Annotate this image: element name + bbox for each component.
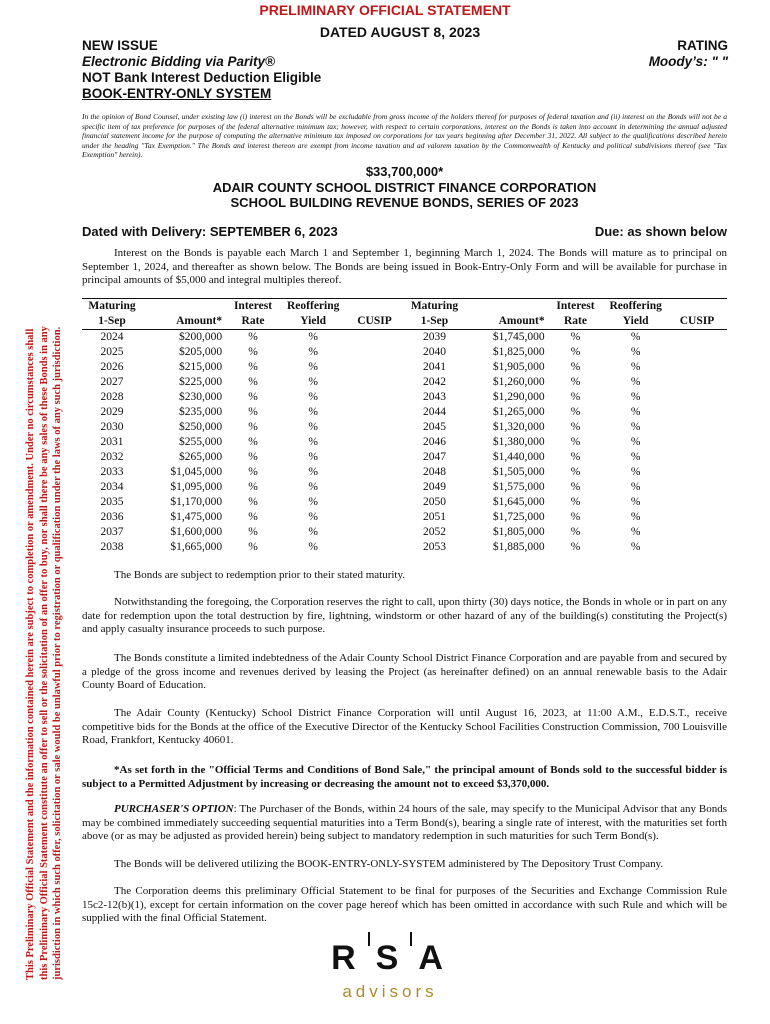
cell-yield: % — [630, 436, 641, 448]
cell-amount: $1,505,000 — [492, 466, 545, 478]
cell-rate: % — [570, 391, 581, 403]
cell-year: 2031 — [100, 436, 124, 448]
table-row — [82, 465, 727, 480]
preliminary-heading: PRELIMINARY OFFICIAL STATEMENT — [259, 2, 511, 18]
notwithstanding-paragraph: Notwithstanding the foregoing, the Corporation reserves the right to call, upon thirty (30) days notice, the Bonds in whole or in part on any date for redemption upon the total destruction by fire, lightning, windstorm or other hazard of any of the building(s) constituting the Project(s) and apply casualty insurance proceeds to such purpose. — [82, 596, 727, 635]
cell-yield: % — [630, 481, 641, 493]
statement-date: DATED AUGUST 8, 2023 — [319, 24, 481, 40]
cell-year: 2041 — [422, 361, 446, 373]
cell-rate: % — [248, 526, 258, 538]
cell-amount: $230,000 — [179, 391, 223, 403]
tax-opinion: In the opinion of Bond Counsel, under existing law (i) interest on the Bonds will be excludable from gross income of the holders thereof for purposes of federal taxation and (ii) interest on the Bonds will not be a specific item of tax preference for purposes of the federal alternative minimum tax; however, with respect to certain corporations, interest on the Bonds is taken into account in determining the annual adjusted financial statement income for the purpose of computing the alternative minimum tax imposed on corporations for tax years beginning after December 31, 2022. All subject to the qualifications described herein under the heading "Tax Exemption." The Bonds and interest thereon are exempt from income taxation and ad valorem taxation by the Commonwealth of Kentucky and political subdivisions thereof (see "Tax Exemption" herein). — [82, 112, 727, 159]
table-row — [82, 345, 727, 360]
cell-cusip — [667, 510, 727, 525]
col-head: Rate — [224, 314, 282, 330]
cell-yield: % — [308, 511, 318, 523]
col-head: Reoffering — [282, 299, 345, 315]
permitted-adjustment-paragraph: *As set forth in the "Official Terms and Conditions of Bond Sale," the principal amount of Bonds sold to the successful bidder is subject to a Permitted Adjustment by increasing or decreasing the amount not to exceed $3,370,000. — [82, 764, 727, 790]
cell-cusip — [667, 405, 727, 420]
rsa-advisors-logo — [300, 936, 480, 1002]
cell-year: 2030 — [100, 421, 124, 433]
table-row — [82, 480, 727, 495]
col-head: 1-Sep — [404, 314, 464, 330]
cell-rate: % — [570, 496, 581, 508]
cell-amount: $1,380,000 — [492, 436, 545, 448]
cell-yield: % — [630, 526, 641, 538]
cell-year: 2047 — [422, 451, 446, 463]
cell-yield: % — [308, 376, 318, 388]
col-head: Maturing — [404, 299, 464, 315]
cell-cusip — [345, 390, 405, 405]
cell-amount: $225,000 — [179, 376, 223, 388]
cell-amount: $1,885,000 — [492, 541, 545, 553]
rating-label: RATING — [677, 38, 728, 53]
cell-year: 2027 — [100, 376, 124, 388]
maturity-rows — [82, 330, 727, 556]
cell-year: 2028 — [100, 391, 124, 403]
bids-paragraph: The Adair County (Kentucky) School District Finance Corporation will until August 16, 2023, at 11:00 A.M., E.D.S.T., receive competitive bids for the Bonds at the office of the Executive Director of the Kentucky School Facilities Construction Commission, 700 Louisville Road, Frankfort, Kentucky 40601. — [82, 707, 727, 746]
col-head: Rate — [547, 314, 605, 330]
cell-year: 2052 — [422, 526, 446, 538]
table-row — [82, 330, 727, 346]
col-head: Amount* — [142, 314, 224, 330]
cell-yield: % — [308, 451, 318, 463]
col-head — [345, 299, 405, 315]
cell-amount: $1,320,000 — [492, 421, 545, 433]
cell-yield: % — [630, 331, 641, 343]
cell-rate: % — [248, 481, 258, 493]
table-header-row — [82, 299, 727, 315]
cell-amount: $250,000 — [179, 421, 223, 433]
cell-cusip — [667, 330, 727, 346]
cell-rate: % — [570, 346, 581, 358]
cell-rate: % — [248, 466, 258, 478]
cell-rate: % — [248, 331, 258, 343]
cell-rate: % — [248, 451, 258, 463]
purchasers-option-label: PURCHASER'S OPTION — [114, 803, 234, 815]
cell-year: 2035 — [100, 496, 124, 508]
cell-rate: % — [248, 391, 258, 403]
col-head — [667, 299, 727, 315]
cell-cusip — [345, 465, 405, 480]
cell-yield: % — [630, 406, 641, 418]
cell-year: 2040 — [422, 346, 446, 358]
book-entry-label: BOOK-ENTRY-ONLY SYSTEM — [82, 86, 272, 101]
purchasers-option-text: : The Purchaser of the Bonds, within 24 hours of the sale, may specify to the Municipal Advisor that any Bonds may be combined immediately succeeding sequential maturities into a Term Bond(s), bearing a single rate of interest, with the maturities set forth above (or as may be adjusted as provided herein) being subject to mandatory redemption in such maturities for such Term Bond(s). — [82, 803, 727, 842]
col-head: Yield — [282, 314, 345, 330]
table-row — [82, 420, 727, 435]
table-row — [82, 495, 727, 510]
cell-yield: % — [308, 436, 318, 448]
table-row — [82, 360, 727, 375]
cell-year: 2032 — [100, 451, 124, 463]
cell-cusip — [667, 450, 727, 465]
cell-cusip — [345, 480, 405, 495]
cell-amount: $1,265,000 — [492, 406, 545, 418]
cell-rate: % — [248, 421, 258, 433]
cell-year: 2036 — [100, 511, 124, 523]
cell-year: 2024 — [100, 331, 124, 343]
cell-cusip — [667, 540, 727, 555]
cell-amount: $235,000 — [179, 406, 223, 418]
cell-amount: $1,095,000 — [170, 481, 223, 493]
legal-disclaimer-vertical — [24, 120, 65, 980]
col-head: Interest — [547, 299, 605, 315]
cell-amount: $1,805,000 — [492, 526, 545, 538]
cell-year: 2029 — [100, 406, 124, 418]
cell-amount: $205,000 — [179, 346, 223, 358]
cell-yield: % — [308, 331, 318, 343]
logo-letter-a: A — [418, 939, 449, 977]
table-row — [82, 405, 727, 420]
sec-rule-paragraph: The Corporation deems this preliminary Official Statement to be final for purposes of the Securities and Exchange Commission Rule 15c2-12(b)(1), except for certain information on the cover page hereof which has been omitted in accordance with such Rule and which will be supplied with the final Official Statement. — [82, 885, 727, 924]
cell-yield: % — [308, 496, 318, 508]
cell-cusip — [667, 345, 727, 360]
cell-amount: $1,825,000 — [492, 346, 545, 358]
delivery-paragraph: The Bonds will be delivered utilizing the BOOK-ENTRY-ONLY-SYSTEM administered by The Depository Trust Company. — [114, 858, 664, 870]
disclaimer-line: jurisdiction in which such offer, solicitation or sale would be unlawful prior to registration or qualification under the laws of any such jurisdiction. — [52, 326, 63, 980]
table-row — [82, 390, 727, 405]
maturity-table — [82, 298, 727, 555]
disclaimer-line: this Preliminary Official Statement constitute an offer to sell or the solicitation of an offer to buy, nor shall there be any sales of these Bonds in any — [38, 326, 50, 980]
cell-cusip — [345, 540, 405, 555]
cell-yield: % — [630, 391, 641, 403]
cell-amount: $1,905,000 — [492, 361, 545, 373]
col-head — [464, 299, 546, 315]
cell-amount: $255,000 — [179, 436, 223, 448]
cell-year: 2026 — [100, 361, 124, 373]
cell-cusip — [345, 330, 405, 346]
cell-rate: % — [248, 511, 258, 523]
cell-amount: $1,645,000 — [492, 496, 545, 508]
cell-rate: % — [248, 346, 258, 358]
cell-yield: % — [308, 361, 318, 373]
cell-amount: $265,000 — [179, 451, 223, 463]
cell-rate: % — [248, 361, 258, 373]
cell-year: 2051 — [422, 511, 446, 523]
cell-rate: % — [248, 406, 258, 418]
cell-year: 2049 — [422, 481, 446, 493]
cell-year: 2042 — [422, 376, 446, 388]
cell-rate: % — [570, 511, 581, 523]
cell-year: 2038 — [100, 541, 124, 553]
cell-yield: % — [630, 421, 641, 433]
cell-amount: $1,440,000 — [492, 451, 545, 463]
logo-letter-r: R — [331, 939, 362, 977]
cell-cusip — [667, 465, 727, 480]
cell-amount: $215,000 — [179, 361, 223, 373]
cell-year: 2025 — [100, 346, 124, 358]
cell-yield: % — [308, 391, 318, 403]
table-row — [82, 375, 727, 390]
bond-series: SCHOOL BUILDING REVENUE BONDS, SERIES OF 2023 — [230, 195, 579, 210]
table-row — [82, 525, 727, 540]
cell-cusip — [667, 420, 727, 435]
cell-year: 2045 — [422, 421, 446, 433]
cell-cusip — [667, 525, 727, 540]
cell-yield: % — [308, 526, 318, 538]
table-row — [82, 450, 727, 465]
logo-letters — [300, 936, 480, 980]
cell-cusip — [667, 435, 727, 450]
limited-indebtedness-paragraph: The Bonds constitute a limited indebtedness of the Adair County School District Finance Corporation and are payable from and secured by a pledge of the gross income and revenues derived by leasing the Project (as hereinafter defined) on an annual renewable basis to the Adair County Board of Education. — [82, 652, 727, 691]
cell-year: 2044 — [422, 406, 446, 418]
cell-cusip — [667, 480, 727, 495]
issuer-name: ADAIR COUNTY SCHOOL DISTRICT FINANCE CORPORATION — [212, 179, 597, 195]
bond-title — [82, 164, 727, 211]
cell-cusip — [345, 405, 405, 420]
cell-yield: % — [630, 511, 641, 523]
table-row — [82, 435, 727, 450]
cell-cusip — [345, 510, 405, 525]
cell-amount: $1,170,000 — [170, 496, 223, 508]
cell-year: 2050 — [422, 496, 446, 508]
col-head: Reoffering — [604, 299, 667, 315]
cell-yield: % — [630, 376, 641, 388]
cell-amount: $1,475,000 — [170, 511, 223, 523]
cell-cusip — [345, 345, 405, 360]
cell-cusip — [345, 435, 405, 450]
due-note: Due: as shown below — [594, 224, 727, 239]
issue-info — [82, 38, 321, 102]
cell-cusip — [345, 495, 405, 510]
bidding-method: Electronic Bidding via Parity® — [82, 54, 275, 69]
cell-yield: % — [308, 406, 318, 418]
cell-rate: % — [570, 481, 581, 493]
cell-rate: % — [248, 376, 258, 388]
cell-amount: $1,665,000 — [170, 541, 223, 553]
col-head: Amount* — [464, 314, 546, 330]
cell-rate: % — [248, 541, 258, 553]
col-head: CUSIP — [345, 314, 405, 330]
bank-deduction-note: NOT Bank Interest Deduction Eligible — [82, 70, 322, 85]
cell-cusip — [345, 375, 405, 390]
cell-amount: $1,260,000 — [492, 376, 545, 388]
cell-rate: % — [570, 436, 581, 448]
purchasers-option-paragraph — [82, 803, 727, 844]
cell-yield: % — [630, 451, 641, 463]
col-head: Interest — [224, 299, 282, 315]
dates-row — [82, 224, 727, 239]
cell-yield: % — [308, 541, 318, 553]
cell-cusip — [667, 495, 727, 510]
cell-yield: % — [630, 541, 641, 553]
cell-year: 2039 — [422, 331, 446, 343]
interest-paragraph: Interest on the Bonds is payable each March 1 and September 1, beginning March 1, 2024. The Bonds will mature as to principal on September 1, 2024, and thereafter as shown below. The Bonds are being issued in Book-Entry-Only Form and will be available for purchase in principal amounts of $5,000 and integral multiples thereof. — [82, 247, 727, 286]
rating-value: Moody’s: " " — [648, 54, 728, 69]
col-head: 1-Sep — [82, 314, 142, 330]
cell-cusip — [667, 375, 727, 390]
rating-block — [649, 38, 728, 70]
cell-rate: % — [248, 496, 258, 508]
logo-letter-s: S — [375, 939, 405, 977]
cell-year: 2037 — [100, 526, 124, 538]
cell-yield: % — [630, 346, 641, 358]
col-head: Maturing — [82, 299, 142, 315]
cell-year: 2033 — [100, 466, 124, 478]
cell-amount: $1,290,000 — [492, 391, 545, 403]
cell-amount: $1,745,000 — [492, 331, 545, 343]
cell-amount: $1,575,000 — [492, 481, 545, 493]
cell-yield: % — [308, 421, 318, 433]
cell-rate: % — [570, 406, 581, 418]
cell-yield: % — [630, 361, 641, 373]
cell-rate: % — [570, 376, 581, 388]
cell-year: 2046 — [422, 436, 446, 448]
cell-rate: % — [570, 526, 581, 538]
cell-cusip — [345, 525, 405, 540]
cell-rate: % — [570, 466, 581, 478]
logo-subtitle: advisors — [342, 982, 438, 1001]
disclaimer-line: This Preliminary Official Statement and the information contained herein are subject to completion or amendment. Under no circumstances shall — [25, 328, 36, 980]
cell-rate: % — [248, 436, 258, 448]
new-issue-label: NEW ISSUE — [82, 38, 158, 53]
cell-amount: $1,045,000 — [170, 466, 223, 478]
bond-amount: $33,700,000* — [365, 164, 444, 179]
cell-rate: % — [570, 541, 581, 553]
col-head — [142, 299, 224, 315]
dated-delivery: Dated with Delivery: SEPTEMBER 6, 2023 — [82, 224, 338, 239]
cell-amount: $1,725,000 — [492, 511, 545, 523]
cell-cusip — [667, 390, 727, 405]
cell-year: 2048 — [422, 466, 446, 478]
cell-yield: % — [630, 466, 641, 478]
cell-year: 2053 — [422, 541, 446, 553]
cell-yield: % — [308, 481, 318, 493]
cell-rate: % — [570, 451, 581, 463]
table-row — [82, 510, 727, 525]
table-header-row — [82, 314, 727, 330]
cell-rate: % — [570, 331, 581, 343]
cell-yield: % — [630, 496, 641, 508]
cell-yield: % — [308, 346, 318, 358]
cell-rate: % — [570, 421, 581, 433]
cell-year: 2043 — [422, 391, 446, 403]
cell-cusip — [345, 450, 405, 465]
cell-amount: $1,600,000 — [170, 526, 223, 538]
cell-cusip — [345, 420, 405, 435]
table-row — [82, 540, 727, 555]
cell-yield: % — [308, 466, 318, 478]
cell-cusip — [667, 360, 727, 375]
col-head: CUSIP — [667, 314, 727, 330]
cell-rate: % — [570, 361, 581, 373]
cell-cusip — [345, 360, 405, 375]
cell-year: 2034 — [100, 481, 124, 493]
col-head: Yield — [604, 314, 667, 330]
cell-amount: $200,000 — [179, 331, 223, 343]
redemption-note: The Bonds are subject to redemption prior to their stated maturity. — [114, 569, 406, 581]
